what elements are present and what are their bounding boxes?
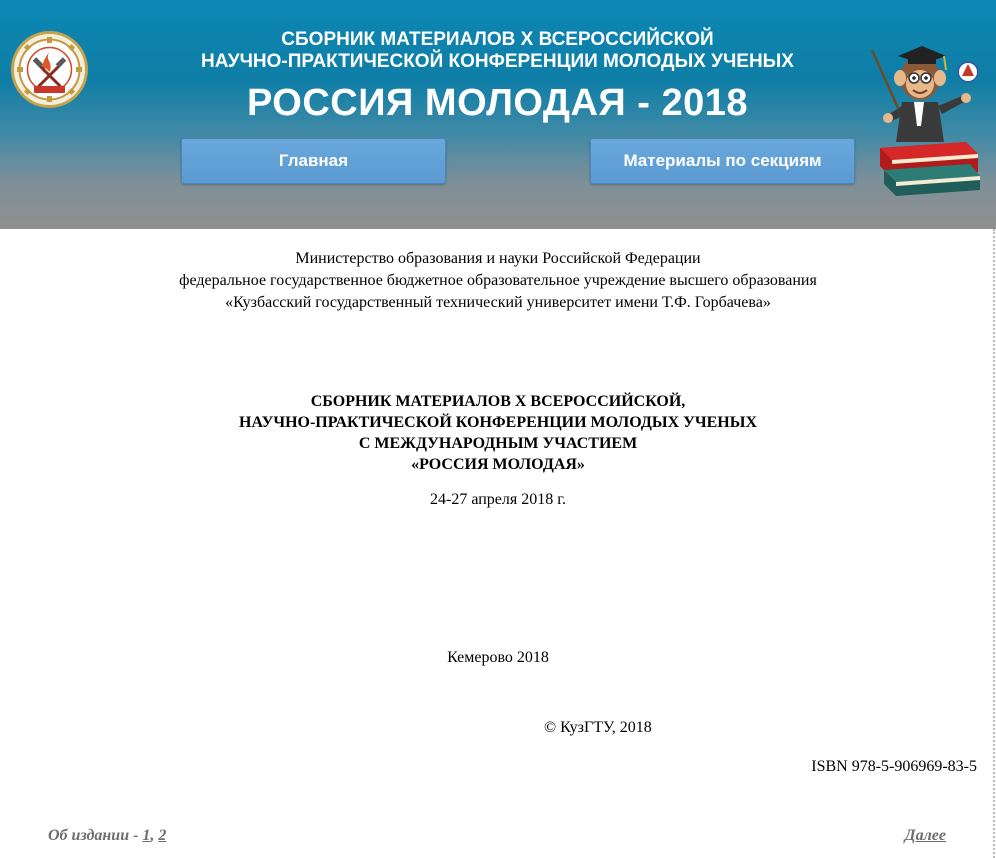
about-page-separator: , [150, 827, 159, 844]
book-title-line3: С МЕЖДУНАРОДНЫМ УЧАСТИЕМ [358, 435, 638, 452]
book-title-line4: «РОССИЯ МОЛОДАЯ» [411, 456, 585, 473]
ministry-block [0, 248, 996, 314]
page-right-border [993, 229, 995, 858]
home-button[interactable]: Главная [181, 138, 446, 184]
institution-type-line: федеральное государственное бюджетное образовательное учреждение высшего образования [179, 272, 817, 289]
publication-city-year: Кемерово 2018 [447, 649, 549, 666]
isbn-number: ISBN 978-5-906969-83-5 [811, 758, 977, 775]
about-edition-label: Об издании - [48, 827, 143, 844]
about-page-2-link[interactable]: 2 [158, 827, 167, 844]
site-header [0, 0, 996, 229]
header-conference-name: РОССИЯ МОЛОДАЯ - 2018 [246, 82, 749, 124]
university-name-line: «Кузбасский государственный технический университет имени Т.Ф. Горбачева» [225, 294, 771, 311]
book-title-line1: СБОРНИК МАТЕРИАЛОВ X ВСЕРОССИЙСКОЙ, [310, 393, 686, 410]
conference-dates: 24-27 апреля 2018 г. [430, 491, 566, 508]
next-nav [905, 826, 946, 846]
book-title-line2: НАУЧНО-ПРАКТИЧЕСКОЙ КОНФЕРЕНЦИИ МОЛОДЫХ УЧЕНЫХ [239, 414, 757, 431]
about-page-1-link[interactable]: 1 [142, 827, 151, 844]
header-title-line1: СБОРНИК МАТЕРИАЛОВ X ВСЕРОССИЙСКОЙ [281, 29, 714, 50]
next-page-link[interactable]: Далее [904, 827, 946, 844]
header-title-line2: НАУЧНО-ПРАКТИЧЕСКОЙ КОНФЕРЕНЦИИ МОЛОДЫХ УЧЕНЫХ [201, 51, 794, 72]
book-title-block [0, 391, 996, 475]
about-edition-nav [48, 826, 166, 846]
university-logo[interactable] [11, 31, 88, 108]
professor-mascot-icon [866, 30, 986, 196]
ministry-line: Министерство образования и науки Российской Федерации [295, 250, 701, 267]
university-emblem-icon [14, 34, 85, 105]
sections-materials-button[interactable]: Материалы по секциям [590, 138, 855, 184]
copyright-notice: © КузГТУ, 2018 [544, 719, 652, 736]
